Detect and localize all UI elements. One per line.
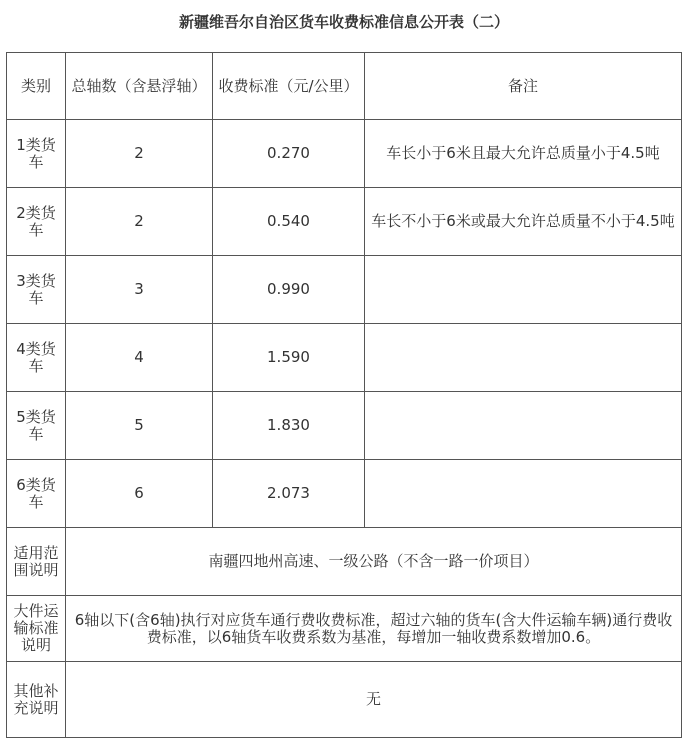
row-rate: 1.830 <box>213 392 365 460</box>
row-rate: 0.990 <box>213 256 365 324</box>
row-rate: 1.590 <box>213 324 365 392</box>
row-rate: 0.270 <box>213 120 365 188</box>
scope-row <box>7 528 682 596</box>
other-label: 其他补充说明 <box>7 662 66 738</box>
table-row <box>7 392 682 460</box>
page-title: 新疆维吾尔自治区货车收费标准信息公开表（二） <box>178 13 509 31</box>
row-axles: 2 <box>66 188 213 256</box>
row-axles: 4 <box>66 324 213 392</box>
large-cargo-label: 大件运输标准说明 <box>7 596 66 662</box>
row-category: 4类货车 <box>7 324 66 392</box>
large-cargo-value: 6轴以下(含6轴)执行对应货车通行费收费标准，超过六轴的货车(含大件运输车辆)通行费收费标准，以6轴货车收费系数为基准，每增加一轴收费系数增加0.6。 <box>66 596 682 662</box>
row-remark: 车长不小于6米或最大允许总质量不小于4.5吨 <box>365 188 682 256</box>
fee-table <box>6 52 682 738</box>
large-cargo-row <box>7 596 682 662</box>
row-remark: 车长小于6米且最大允许总质量小于4.5吨 <box>365 120 682 188</box>
table-row <box>7 324 682 392</box>
row-rate: 2.073 <box>213 460 365 528</box>
row-category: 2类货车 <box>7 188 66 256</box>
row-axles: 5 <box>66 392 213 460</box>
scope-value: 南疆四地州高速、一级公路（不含一路一价项目） <box>66 528 682 596</box>
header-remark: 备注 <box>365 53 682 120</box>
row-remark <box>365 460 682 528</box>
row-axles: 6 <box>66 460 213 528</box>
header-category: 类别 <box>7 53 66 120</box>
row-category: 3类货车 <box>7 256 66 324</box>
table-row <box>7 188 682 256</box>
table-header-row <box>7 53 682 120</box>
row-axles: 2 <box>66 120 213 188</box>
table-row <box>7 460 682 528</box>
row-rate: 0.540 <box>213 188 365 256</box>
row-remark <box>365 256 682 324</box>
row-category: 6类货车 <box>7 460 66 528</box>
row-remark <box>365 392 682 460</box>
row-remark <box>365 324 682 392</box>
row-category: 5类货车 <box>7 392 66 460</box>
table-row <box>7 256 682 324</box>
scope-label: 适用范围说明 <box>7 528 66 596</box>
other-row <box>7 662 682 738</box>
row-category: 1类货车 <box>7 120 66 188</box>
header-rate: 收费标准（元/公里） <box>213 53 365 120</box>
header-axles: 总轴数（含悬浮轴） <box>66 53 213 120</box>
row-axles: 3 <box>66 256 213 324</box>
other-value: 无 <box>66 662 682 738</box>
table-row <box>7 120 682 188</box>
